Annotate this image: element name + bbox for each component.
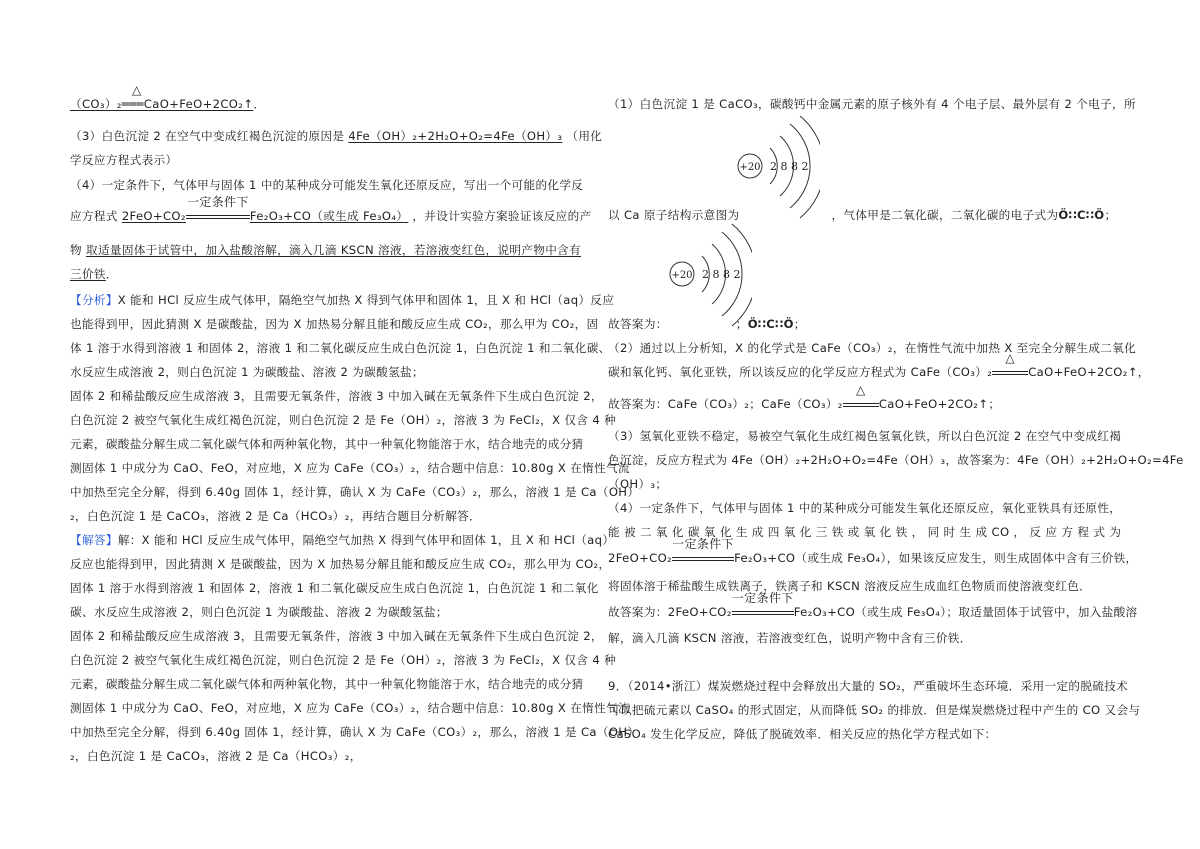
q3-line-2: 学反应方程式表示） <box>70 153 178 167</box>
co2-electron-formula: Ö∷C∷Ö <box>1058 208 1105 222</box>
nucleus-charge: +20 <box>739 162 761 173</box>
electron-counts: 2 8 8 2 <box>770 160 809 173</box>
solution-line-7: 元素，碳酸盐分解生成二氧化碳气体和两种氧化物，其中一种氧化物能溶于水，结合地壳的成分猜 <box>70 677 584 691</box>
co2-electron-formula-answer: Ö∷C∷Ö <box>747 317 794 331</box>
r-line-10: （4）一定条件下，气体甲与固体 1 中的某种成分可能发生氧化还原反应，氧化亚铁具有还原性， <box>608 501 1122 515</box>
solution-line-1: 【解答】解：X 能和 HCl 反应生成气体甲，隔绝空气加热 X 得到气体甲和固体 1，且 X 和 HCl（aq） <box>70 533 615 547</box>
analysis-line-7: 元素，碳酸盐分解生成二氧化碳气体和两种氧化物，其中一种氧化物能溶于水，结合地壳的成分猜 <box>70 437 584 451</box>
r-line-12: 2FeO+CO₂ 一定条件下 Fe₂O₃+CO（或生成 Fe₃O₄），如果该反应发生，则生成固体中含有三价铁， <box>608 537 1138 565</box>
r-line-13: 将固体溶于稀盐酸生成铁离子，铁离子和 KSCN 溶液反应生成血红色物质而使溶液变红色． <box>608 579 1092 593</box>
r-line-14: 故答案为：2FeO+CO₂ 一定条件下 Fe₂O₃+CO（或生成 Fe₃O₄）；取适量固体于试管中，加入盐酸溶 <box>608 591 1138 619</box>
left-column <box>70 0 640 849</box>
q4-answer-text: 取适量固体于试管中，加入盐酸溶解，滴入几滴 KSCN 溶液，若溶液变红色，说明产物中含有 <box>86 243 582 257</box>
r-line-2: 以 Ca 原子结构示意图为 ，气体甲是二氧化碳，二氧化碳的电子式为Ö∷C∷Ö； <box>608 208 1117 222</box>
answer-tag: 【解答】 <box>70 533 118 547</box>
electron-counts: 2 8 8 2 <box>702 268 741 281</box>
reaction-line: （CO₃）₂═══CaO+FeO+2CO₂↑． △ <box>70 83 266 111</box>
q9-line-2: 可以把硫元素以 CaSO₄ 的形式固定，从而降低 SO₂ 的排放．但是煤炭燃烧过程中产生的 CO 又会与 <box>608 703 1141 717</box>
q9-line-1: 9．（2014•浙江）煤炭燃烧过程中会释放出大量的 SO₂，严重破坏生态环境．采用一定的脱硫技术 <box>608 679 1129 693</box>
q4-line-1: （4）一定条件下，气体甲与固体 1 中的某种成分可能发生氧化还原反应，写出一个可能的化学反 <box>70 178 584 192</box>
r-line-7: （3）氢氧化亚铁不稳定，易被空气氧化生成红褐色氢氧化铁，所以白色沉淀 2 在空气中变成红褐 <box>608 429 1122 443</box>
q3-line: （3）白色沉淀 2 在空气中变成红褐色沉淀的原因是 4Fe（OH）₂+2H₂O+O₂=4Fe（OH）₃ （用化 <box>70 129 603 143</box>
analysis-line-4: 水反应生成溶液 2，则白色沉淀 1 为碳酸盐、溶液 2 为碳酸氢盐； <box>70 365 424 379</box>
nucleus-charge: +20 <box>671 270 693 281</box>
solution-line-5: 固体 2 和稀盐酸反应生成溶液 3，且需要无氧条件，溶液 3 中加入碱在无氧条件下生成白色沉淀 2， <box>70 629 603 643</box>
analysis-line-6: 白色沉淀 2 被空气氧化生成红褐色沉淀，则白色沉淀 2 是 Fe（OH）₂，溶液 3 为 FeCl₂，X 仅含 4 种 <box>70 413 617 427</box>
right-column <box>608 0 1184 849</box>
r-line-9: （OH）₃； <box>608 477 668 491</box>
solution-line-9: 中加热至完全分解，得到 6.40g 固体 1，经计算，确认 X 为 CaFe（CO₃）₂，那么，溶液 1 是 Ca（OH） <box>70 725 640 739</box>
solution-line-3: 固体 1 溶于水得到溶液 1 和固体 2，溶液 1 和二氧化碳反应生成白色沉淀 1，白色沉淀 1 和二氧化 <box>70 581 599 595</box>
solution-line-8: 测固体 1 中成分为 CaO、FeO，对应地，X 应为 CaFe（CO₃）₂，结合题中信息：10.80g X 在惰性气流 <box>70 701 630 715</box>
heating-arrow: △ <box>843 396 879 412</box>
r-line-5: 碳和氧化钙、氧化亚铁，所以该反应的化学反应方程式为 CaFe（CO₃）₂ △ CaO+FeO+2CO₂↑， <box>608 351 1150 379</box>
heat-symbol: △ <box>132 83 142 97</box>
analysis-line-1: 【分析】X 能和 HCl 反应生成气体甲，隔绝空气加热 X 得到气体甲和固体 1，且 X 和 HCl（aq）反应 <box>70 293 615 307</box>
analysis-line-3: 体 1 溶于水得到溶液 1 和固体 2，溶液 1 和二氧化碳反应生成白色沉淀 1，白色沉淀 1 和二氧化碳、 <box>70 341 611 355</box>
r-line-6: 故答案为：CaFe（CO₃）₂；CaFe（CO₃）₂ △ CaO+FeO+2CO₂↑； <box>608 383 1001 411</box>
r-line-3: 故答案为： ；Ö∷C∷Ö； <box>608 317 806 331</box>
q4-line-3: 物 取适量固体于试管中，加入盐酸溶解，滴入几滴 KSCN 溶液，若溶液变红色，说明产物中含有 <box>70 243 582 257</box>
q4-line-2: 应方程式 2FeO+CO₂ 一定条件下 Fe₂O₃+CO（或生成 Fe₃O₄） ，并设计实验方案验证该反应的产 <box>70 195 592 223</box>
r-line-8: 色沉淀，反应方程式为 4Fe（OH）₂+2H₂O+O₂=4Fe（OH）₃，故答案为：4Fe（OH）₂+2H₂O+O₂=4Fe <box>608 453 1184 467</box>
q4-answer-equation: 2FeO+CO₂ 一定条件下 Fe₂O₃+CO（或生成 Fe₃O₄） <box>121 195 409 223</box>
r-line-15: 解，滴入几滴 KSCN 溶液，若溶液变红色，说明产物中含有三价铁． <box>608 631 972 645</box>
r-line-1: （1）白色沉淀 1 是 CaCO₃，碳酸钙中金属元素的原子核外有 4 个电子层、最外层有 2 个电子，所 <box>608 97 1136 111</box>
analysis-tag: 【分析】 <box>70 293 118 307</box>
solution-line-2: 反应也能得到甲，因此猜测 X 是碳酸盐，因为 X 加热易分解且能和酸反应生成 CO₂，那么甲为 CO₂， <box>70 557 611 571</box>
r-line-4: （2）通过以上分析知，X 的化学式是 CaFe（CO₃）₂，在惰性气流中加热 X 至完全分解生成二氧化 <box>608 341 1137 355</box>
reaction-condition-arrow: 一定条件下 <box>732 604 794 620</box>
heating-arrow: △ <box>992 364 1028 380</box>
decomposition-equation: （CO₃）₂═══CaO+FeO+2CO₂↑ <box>70 97 254 111</box>
reaction-condition-arrow: 一定条件下 <box>672 550 734 566</box>
q3-answer: 4Fe（OH）₂+2H₂O+O₂=4Fe（OH）₃ <box>348 129 563 143</box>
reaction-condition-arrow: 一定条件下 <box>186 208 250 224</box>
analysis-line-8: 测固体 1 中成分为 CaO、FeO，对应地，X 应为 CaFe（CO₃）₂，结合题中信息：10.80g X 在惰性气流 <box>70 461 630 475</box>
solution-line-4: 碳、水反应生成溶液 2，则白色沉淀 1 为碳酸盐、溶液 2 为碳酸氢盐； <box>70 605 448 619</box>
analysis-line-10: ₂，白色沉淀 1 是 CaCO₃，溶液 2 是 Ca（HCO₃）₂，再结合题目分析解答． <box>70 509 482 523</box>
solution-line-6: 白色沉淀 2 被空气氧化生成红褐色沉淀，则白色沉淀 2 是 Fe（OH）₂，溶液 3 为 FeCl₂，X 仅含 4 种 <box>70 653 617 667</box>
r-line-11: 能 被 二 氧 化 碳 氧 化 生 成 四 氧 化 三 铁 或 氧 化 铁 ， 同 时 生 成 CO ， 反 应 方 程 式 为 <box>608 525 1122 539</box>
analysis-line-5: 固体 2 和稀盐酸反应生成溶液 3，且需要无氧条件，溶液 3 中加入碱在无氧条件下生成白色沉淀 2， <box>70 389 603 403</box>
q4-line-4: 三价铁． <box>70 267 118 281</box>
analysis-line-9: 中加热至完全分解，得到 6.40g 固体 1，经计算，确认 X 为 CaFe（CO₃）₂，那么，溶液 1 是 Ca（OH） <box>70 485 640 499</box>
solution-line-10: ₂，白色沉淀 1 是 CaCO₃，溶液 2 是 Ca（HCO₃）₂， <box>70 749 362 763</box>
analysis-line-2: 也能得到甲，因此猜测 X 是碳酸盐，因为 X 加热易分解且能和酸反应生成 CO₂，那么甲为 CO₂，固 <box>70 317 599 331</box>
q9-line-3: CaSO₄ 发生化学反应，降低了脱硫效率．相关反应的热化学方程式如下： <box>608 727 997 741</box>
